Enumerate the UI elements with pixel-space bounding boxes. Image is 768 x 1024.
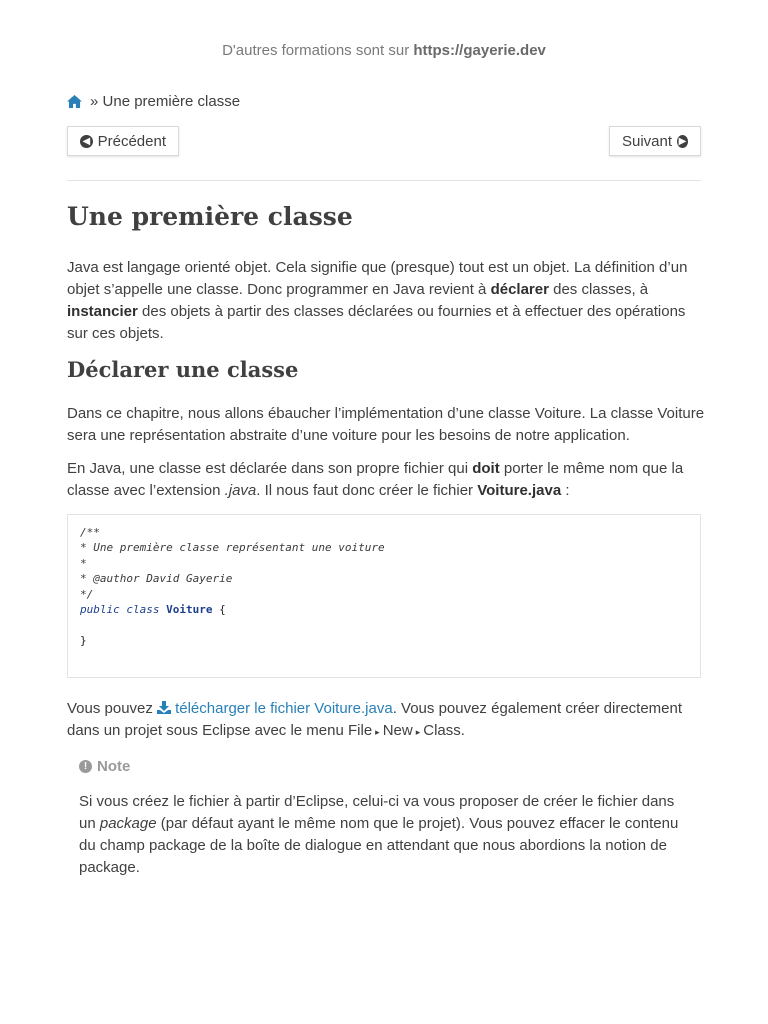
- download-link[interactable]: [157, 700, 393, 717]
- note-text-2: (par défaut ayant le même nom que le projet). Vous pouvez effacer le contenu du champ package de la boîte de dialogue en attendant que nous abordions la notion de package.: [79, 815, 679, 876]
- page-title: Une première classe: [67, 202, 353, 231]
- menu-class: Class: [423, 722, 461, 739]
- next-label: Suivant: [622, 132, 673, 150]
- paragraph-2: [67, 458, 707, 502]
- code-line: }: [80, 633, 87, 647]
- download-link-text: télécharger le fichier Voiture.java: [175, 700, 393, 717]
- download-icon: [157, 701, 171, 714]
- note-title-text: Note: [97, 758, 131, 775]
- top-banner: [0, 42, 768, 59]
- divider: [67, 180, 701, 181]
- section-title: Déclarer une classe: [67, 357, 299, 382]
- menu-separator-icon: ▸: [375, 727, 380, 737]
- next-button[interactable]: [609, 126, 701, 156]
- p2-bold-1: doit: [472, 460, 500, 477]
- paragraph-1: Dans ce chapitre, nous allons ébaucher l’implémentation d’une classe Voiture. La classe Voiture sera une représentation abstraite d’une voiture pour les besoins de notre application.: [67, 405, 705, 444]
- banner-link[interactable]: https://gayerie.dev: [413, 42, 546, 59]
- code-line: [80, 617, 688, 632]
- code-line: */: [80, 587, 94, 601]
- banner-text: D'autres formations sont sur: [222, 42, 414, 59]
- intro-paragraph: [67, 257, 707, 345]
- intro-text-3: des objets à partir des classes déclarées ou fournies et à effectuer des opérations sur ces objets.: [67, 303, 686, 342]
- intro-bold-1: déclarer: [490, 281, 549, 298]
- arrow-left-icon: ◀: [80, 135, 93, 148]
- exclamation-icon: !: [79, 760, 92, 773]
- intro-text-1: Java est langage orienté objet. Cela signifie que (presque) tout est un objet. La définition d’un objet s’appelle une classe. Donc programmer en Java revient à: [67, 259, 688, 298]
- breadcrumb-current: Une première classe: [102, 93, 241, 110]
- previous-label: Précédent: [97, 132, 166, 150]
- code-line: *: [80, 556, 87, 570]
- intro-bold-2: instancier: [67, 303, 138, 320]
- previous-button[interactable]: [67, 126, 179, 156]
- code-line: * @author David Gayerie: [80, 572, 233, 586]
- download-text-3: .: [460, 722, 465, 739]
- breadcrumb: [67, 93, 240, 110]
- p2-bold-2: Voiture.java: [477, 482, 562, 499]
- code-line: * Une première classe représentant une voiture: [80, 541, 385, 555]
- menu-new: New: [382, 722, 413, 739]
- menu-separator-icon: ▸: [415, 727, 421, 737]
- code-line: [80, 602, 688, 617]
- note-title: [79, 758, 130, 775]
- note-italic-1: package: [99, 815, 157, 832]
- p2-text-3: . Il nous faut donc créer le fichier: [256, 482, 478, 499]
- download-text-1: Vous pouvez: [67, 700, 158, 717]
- download-text-2: . Vous pouvez également créer directement dans un projet sous Eclipse avec le menu: [67, 700, 683, 739]
- code-keyword-public: public: [80, 602, 120, 616]
- arrow-right-icon: ▶: [678, 135, 687, 147]
- code-class-name: Voiture: [166, 602, 213, 616]
- code-block: [67, 514, 701, 678]
- menu-file: File: [348, 722, 373, 739]
- p2-text-2: porter le même nom que la classe avec l’extension: [67, 460, 684, 499]
- intro-text-2: des classes, à: [548, 281, 649, 298]
- p2-text-1: En Java, une classe est déclarée dans son propre fichier qui: [67, 460, 473, 477]
- p2-italic-1: .java: [224, 482, 257, 499]
- breadcrumb-separator: »: [90, 93, 99, 110]
- note-body: [79, 791, 695, 879]
- code-line: /**: [80, 526, 100, 539]
- download-paragraph: [67, 698, 707, 743]
- home-icon[interactable]: [67, 95, 82, 108]
- code-keyword-class: class: [126, 602, 160, 616]
- note-text-1: Si vous créez le fichier à partir d’Eclipse, celui-ci va vous proposer de créer le fichier dans un: [79, 793, 675, 832]
- p2-text-4: :: [561, 482, 570, 499]
- code-brace-open: {: [219, 602, 226, 616]
